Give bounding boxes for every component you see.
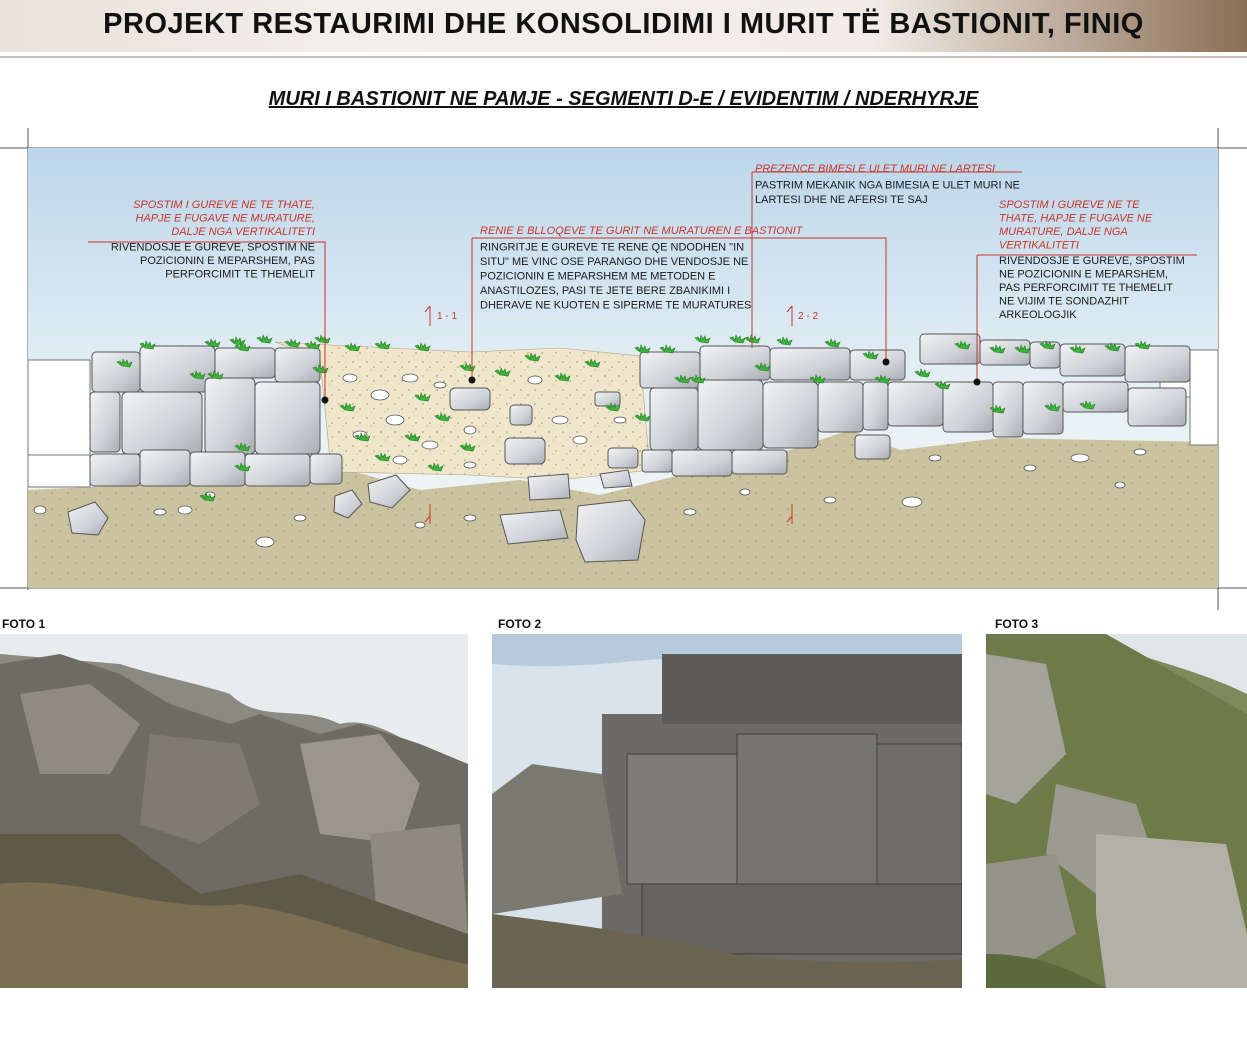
photo-icon (492, 634, 962, 988)
annotation-center-black-2: POZICIONIN E MEPARSHEM ME METODEN E (480, 270, 716, 283)
annotation-right-red-0: SPOSTIM I GUREVE NE TE (999, 199, 1140, 211)
foto-2-label: FOTO 2 (498, 617, 542, 631)
title-divider (0, 56, 1247, 58)
foto-3 (986, 634, 1247, 988)
foto-1-label: FOTO 1 (2, 617, 46, 631)
annotation-center-black-0: RINGRITJE E GUREVE TE RENE QE NDODHEN "IN (480, 241, 745, 254)
annotation-left-red-1: HAPJE E FUGAVE NE MURATURE, (135, 212, 315, 225)
annotation-right-black-2: PAS PERFORCIMIT TE THEMELIT (999, 282, 1173, 294)
wall-elevation-drawing (0, 120, 1247, 620)
annotation-left-red-0: SPOSTIM I GUREVE NE TE THATE, (133, 199, 315, 211)
annotation-center-red-0: RENIE E BLLOQEVE TE GURIT NE MURATUREN E BASTIONIT (480, 225, 803, 237)
annotation-center-black-4: DHERAVE NE KUOTEN E SIPERME TE MURATURES (480, 299, 752, 312)
annotation-top-black-0: PASTRIM MEKANIK NGA BIMESIA E ULET MURI NE (755, 179, 1020, 192)
annotation-right-black-1: NE POZICIONIN E MEPARSHEM, (999, 268, 1169, 281)
annotation-right-black-3: NE VIJIM TE SONDAZHIT (999, 295, 1129, 308)
drawing-subtitle: MURI I BASTIONIT NE PAMJE - SEGMENTI D-E / EVIDENTIM / NDERHYRJE (268, 88, 979, 110)
annotation-center-black-1: SITU" ME VINC OSE PARANGO DHE VENDOSJE NE (480, 256, 749, 268)
annotation-right-black-0: RIVENDOSJE E GUREVE, SPOSTIM (999, 255, 1185, 267)
annotation-right-red-3: VERTIKALITETI (999, 239, 1079, 252)
annotation-right-red-1: THATE, HAPJE E FUGAVE NE (999, 212, 1153, 225)
section-label-1: 1 - 1 (437, 311, 458, 322)
annotation-left-black-1: POZICIONIN E MEPARSHEM, PAS (139, 255, 315, 267)
annotation-right-red-2: MURATURE, DALJE NGA (999, 226, 1128, 238)
foto-1 (0, 634, 468, 988)
annotation-left-black-2: PERFORCIMIT TE THEMELIT (165, 268, 315, 281)
annotation-top-black-1: LARTESI DHE NE AFERSI TE SAJ (755, 194, 928, 206)
annotation-right-black-4: ARKEOLOGJIK (999, 309, 1077, 321)
page-title: PROJEKT RESTAURIMI DHE KONSOLIDIMI I MURIT TË BASTIONIT, FINIQ (103, 8, 1144, 40)
foto-2 (492, 634, 962, 988)
annotation-left-black-0: RIVENDOSJE E GUREVE, SPOSTIM NE (110, 241, 315, 254)
annotation-top-red-0: PREZENCE BIMESI E ULET MURI NE LARTESI (755, 163, 996, 175)
foto-3-label: FOTO 3 (995, 617, 1039, 631)
section-label-2: 2 - 2 (798, 311, 819, 322)
photo-icon (0, 634, 468, 988)
photo-icon (986, 634, 1247, 988)
annotation-left-red-2: DALJE NGA VERTIKALITETI (171, 226, 315, 238)
annotation-center-black-3: ANASTILOZES, PASI TE JETE BERE ZBANIKIMI I (480, 285, 731, 297)
